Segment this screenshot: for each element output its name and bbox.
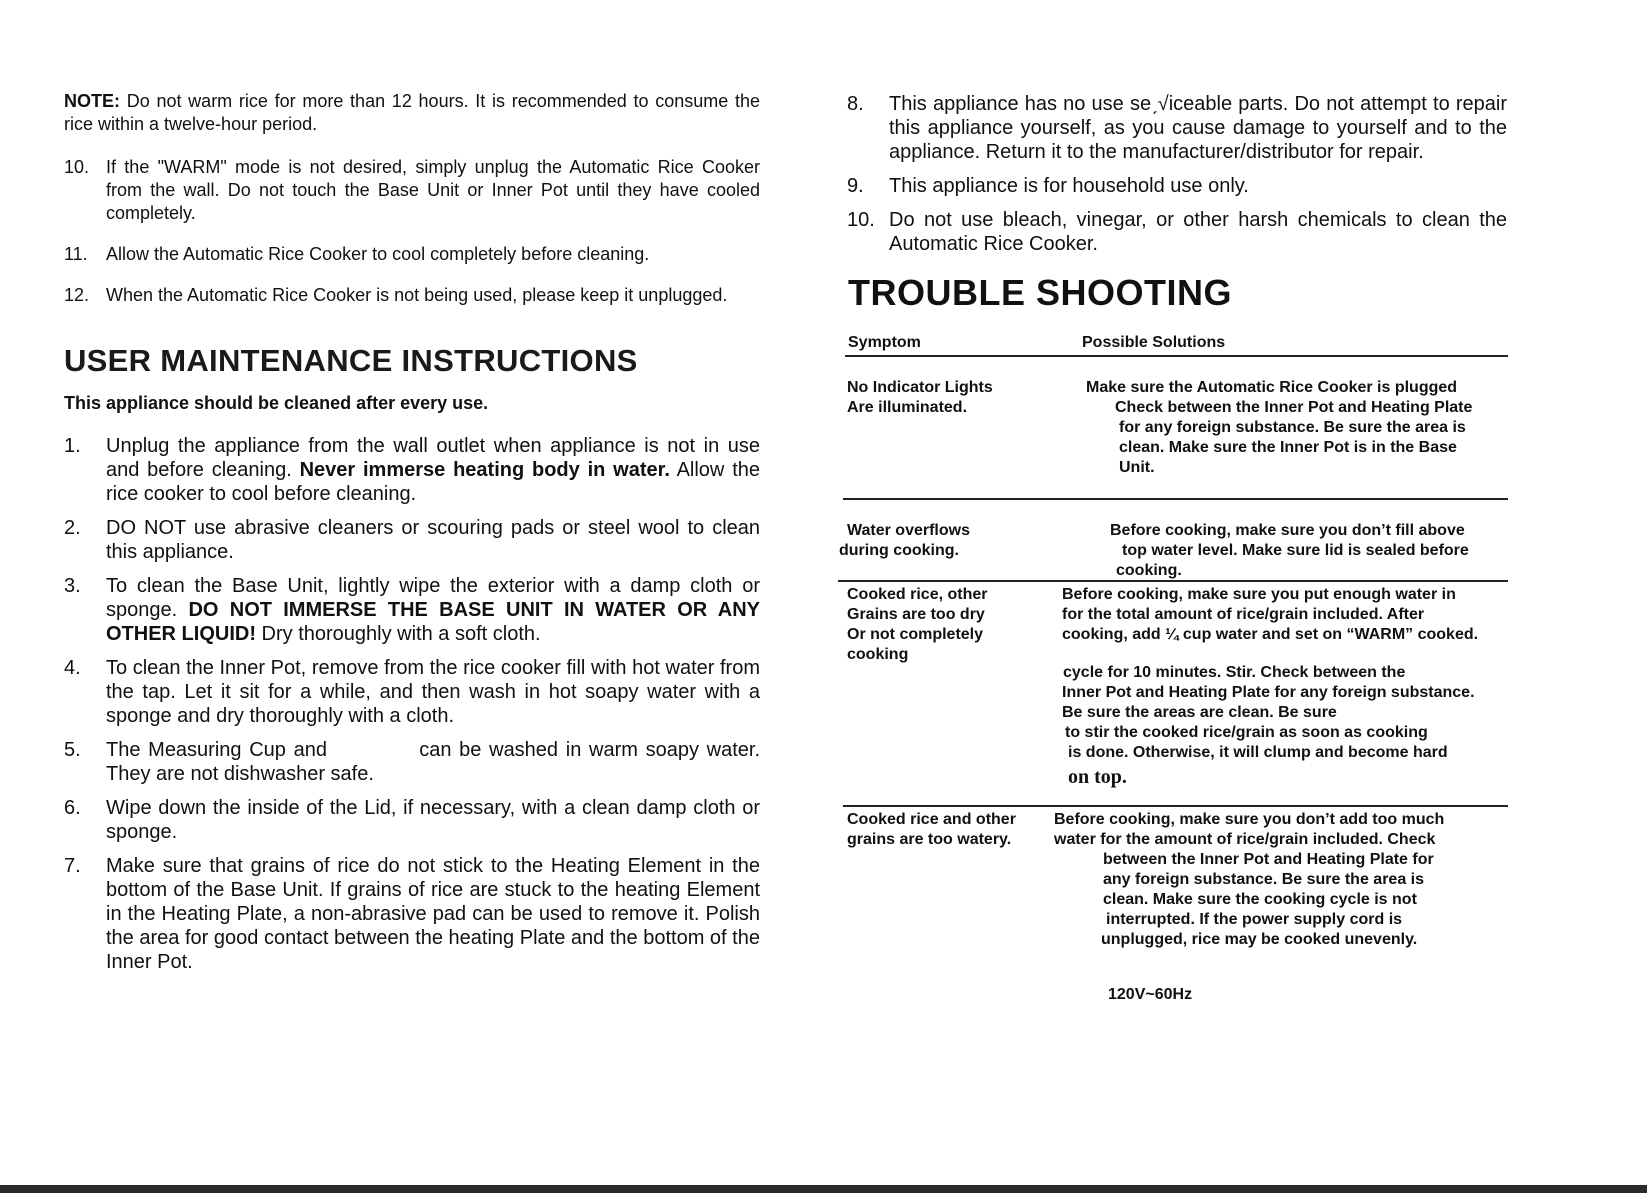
left-column (64, 90, 766, 974)
solution-line: Check between the Inner Pot and Heating Plate (1115, 399, 1473, 416)
symptom-line: Cooked rice and other (847, 811, 1016, 828)
solution-line: top water level. Make sure lid is sealed before (1122, 542, 1469, 559)
maintenance-item-number: 5. (64, 739, 81, 761)
symptom-header: Symptom (848, 334, 921, 351)
safety-list (847, 92, 1507, 256)
row-divider (843, 805, 1508, 807)
safety-item (847, 208, 1507, 256)
solution-line: unplugged, rice may be cooked unevenly. (1101, 931, 1418, 948)
care-item (64, 243, 760, 266)
maintenance-item (64, 516, 760, 564)
row4-symptom (847, 810, 1016, 850)
symptom-line: grains are too watery. (847, 831, 1012, 848)
care-item-text: If the "WARM" mode is not desired, simply unplug the Automatic Rice Cooker from the wall. Do not touch the Base Unit or Inner Pot until they have cooled completely. (106, 157, 760, 223)
symptom-line: Water overflows (847, 522, 970, 539)
symptom-line: Grains are too dry (847, 606, 985, 623)
note-text: Do not warm rice for more than 12 hours. It is recommended to consume the rice within a twelve-hour period. (64, 91, 760, 134)
row1-solution (1086, 378, 1472, 478)
solution-line: cycle for 10 minutes. Stir. Check between the (1063, 664, 1406, 681)
solution-line: Before cooking, make sure you don’t add too much (1054, 811, 1445, 828)
maintenance-subtitle: This appliance should be cleaned after every use. (64, 393, 489, 413)
symptom-line: Or not completely (847, 626, 984, 643)
maintenance-item-text: Dry thoroughly with a soft cloth. (256, 623, 541, 645)
solution-line: any foreign substance. Be sure the area is (1103, 871, 1425, 888)
solution-line: water for the amount of rice/grain included. Check (1054, 831, 1436, 848)
maintenance-warning: DO NOT IMMERSE THE BASE UNIT IN WATER OR ANY OTHER LIQUID! (106, 599, 761, 645)
maintenance-item-number: 4. (64, 657, 81, 679)
row-divider (838, 580, 1508, 582)
maintenance-item-text: Make sure that grains of rice do not stick to the Heating Element in the bottom of the Base Unit. If grains of rice are stuck to the heating Element in the Heating Plate, a non-abrasive pad can be used to remove it. Polish the area for good contact between the heating Plate and the bottom of the Inner Pot. (106, 855, 760, 973)
note-paragraph (64, 90, 760, 136)
solution-line: cooking, add ¼ cup water and set on “WARM” cooked. (1062, 626, 1479, 643)
safety-item (847, 174, 1507, 198)
safety-item (847, 92, 1507, 164)
solution-line: Be sure the areas are clean. Be sure (1062, 704, 1337, 721)
care-item-text: Allow the Automatic Rice Cooker to cool completely before cleaning. (106, 244, 650, 264)
scan-edge-bar (0, 1185, 1647, 1193)
safety-item-number: 9. (847, 175, 864, 197)
care-item-number: 12. (64, 285, 90, 305)
safety-item-text: This appliance has no use seˏ√iceable parts. Do not attempt to repair this appliance yourself, as you cause damage to yourself and to the appliance. Return it to the manufacturer/distributor for repair. (889, 93, 1507, 163)
safety-item-number: 10. (847, 209, 875, 231)
maintenance-item (64, 656, 760, 728)
maintenance-item-number: 1. (64, 435, 81, 457)
maintenance-item (64, 574, 760, 646)
solution-line: clean. Make sure the cooking cycle is not (1103, 891, 1417, 908)
symptom-line: Cooked rice, other (847, 586, 988, 603)
care-item-text: When the Automatic Rice Cooker is not being used, please keep it unplugged. (106, 285, 728, 305)
maintenance-item-text: DO NOT use abrasive cleaners or scouring pads or steel wool to clean this appliance. (106, 517, 760, 563)
symptom-line: Are illuminated. (847, 399, 968, 416)
symptom-line: cooking (847, 646, 909, 663)
maintenance-item-number: 6. (64, 797, 81, 819)
maintenance-item-number: 3. (64, 575, 81, 597)
safety-item-text: Do not use bleach, vinegar, or other harsh chemicals to clean the Automatic Rice Cooker. (889, 209, 1507, 255)
safety-item-text: This appliance is for household use only. (889, 175, 1249, 197)
maintenance-title: USER MAINTENANCE INSTRUCTIONS (64, 343, 638, 378)
maintenance-item-text: The Measuring Cup and can be washed in warm soapy water. They are not dishwasher safe. (106, 739, 766, 785)
maintenance-item-number: 7. (64, 855, 81, 877)
care-list (64, 156, 760, 307)
symptom-line: No Indicator Lights (847, 379, 993, 396)
voltage-rating: 120V~60Hz (1108, 986, 1193, 1003)
row2-solution (1110, 521, 1469, 581)
solution-line: is done. Otherwise, it will clump and become hard (1068, 744, 1448, 761)
maintenance-warning: Never immerse heating body in water. (299, 459, 670, 481)
solution-line: Before cooking, make sure you don’t fill above (1110, 522, 1465, 539)
solution-line: interrupted. If the power supply cord is (1106, 911, 1403, 928)
maintenance-item (64, 434, 760, 506)
maintenance-item-text: Unplug the appliance from the wall outlet when appliance is not in use and before cleaning. (106, 435, 760, 481)
solution-line: between the Inner Pot and Heating Plate for (1103, 851, 1434, 868)
maintenance-item-text: Allow the rice cooker to cool before cleaning. (106, 459, 760, 505)
row1-symptom (847, 378, 993, 418)
care-item-number: 10. (64, 157, 90, 177)
safety-item-number: 8. (847, 93, 864, 115)
row3-solution (1062, 585, 1478, 787)
solutions-header: Possible Solutions (1082, 334, 1226, 351)
maintenance-item-text: To clean the Inner Pot, remove from the rice cooker fill with hot water from the tap. Let it sit for a while, and then wash in hot soapy water with a sponge and dry thoroughly with a cloth. (106, 657, 760, 727)
row4-solution (1054, 810, 1444, 950)
solution-line: cooking. (1116, 562, 1182, 579)
care-item-number: 11. (64, 244, 88, 264)
row-divider (843, 498, 1508, 500)
solution-line: for the total amount of rice/grain included. After (1062, 606, 1425, 623)
solution-line: to stir the cooked rice/grain as soon as cooking (1065, 724, 1428, 741)
solution-line: on top. (1068, 766, 1127, 788)
solution-line: Before cooking, make sure you put enough water in (1062, 586, 1456, 603)
maintenance-item (64, 796, 760, 844)
maintenance-item-text: Wipe down the inside of the Lid, if necessary, with a clean damp cloth or sponge. (106, 797, 760, 843)
solution-line: Make sure the Automatic Rice Cooker is plugged (1086, 379, 1458, 396)
maintenance-list (64, 434, 766, 974)
troubleshooting-title: TROUBLE SHOOTING (848, 272, 1232, 313)
row2-symptom (839, 521, 970, 561)
maintenance-item-number: 2. (64, 517, 81, 539)
solution-line: for any foreign substance. Be sure the area is (1119, 419, 1466, 436)
maintenance-item-text: To clean the Base Unit, lightly wipe the exterior with a damp cloth or sponge. (106, 575, 760, 621)
header-divider (845, 355, 1508, 357)
symptom-line: during cooking. (839, 542, 959, 559)
right-column (847, 92, 1507, 256)
maintenance-item (64, 738, 766, 786)
solution-line: Unit. (1119, 459, 1155, 476)
solution-line: Inner Pot and Heating Plate for any foreign substance. (1062, 684, 1475, 701)
care-item (64, 284, 760, 307)
solution-line: clean. Make sure the Inner Pot is in the Base (1119, 439, 1457, 456)
care-item (64, 156, 760, 225)
row3-symptom (847, 585, 987, 665)
maintenance-item (64, 854, 760, 974)
note-label: NOTE: (64, 91, 120, 111)
